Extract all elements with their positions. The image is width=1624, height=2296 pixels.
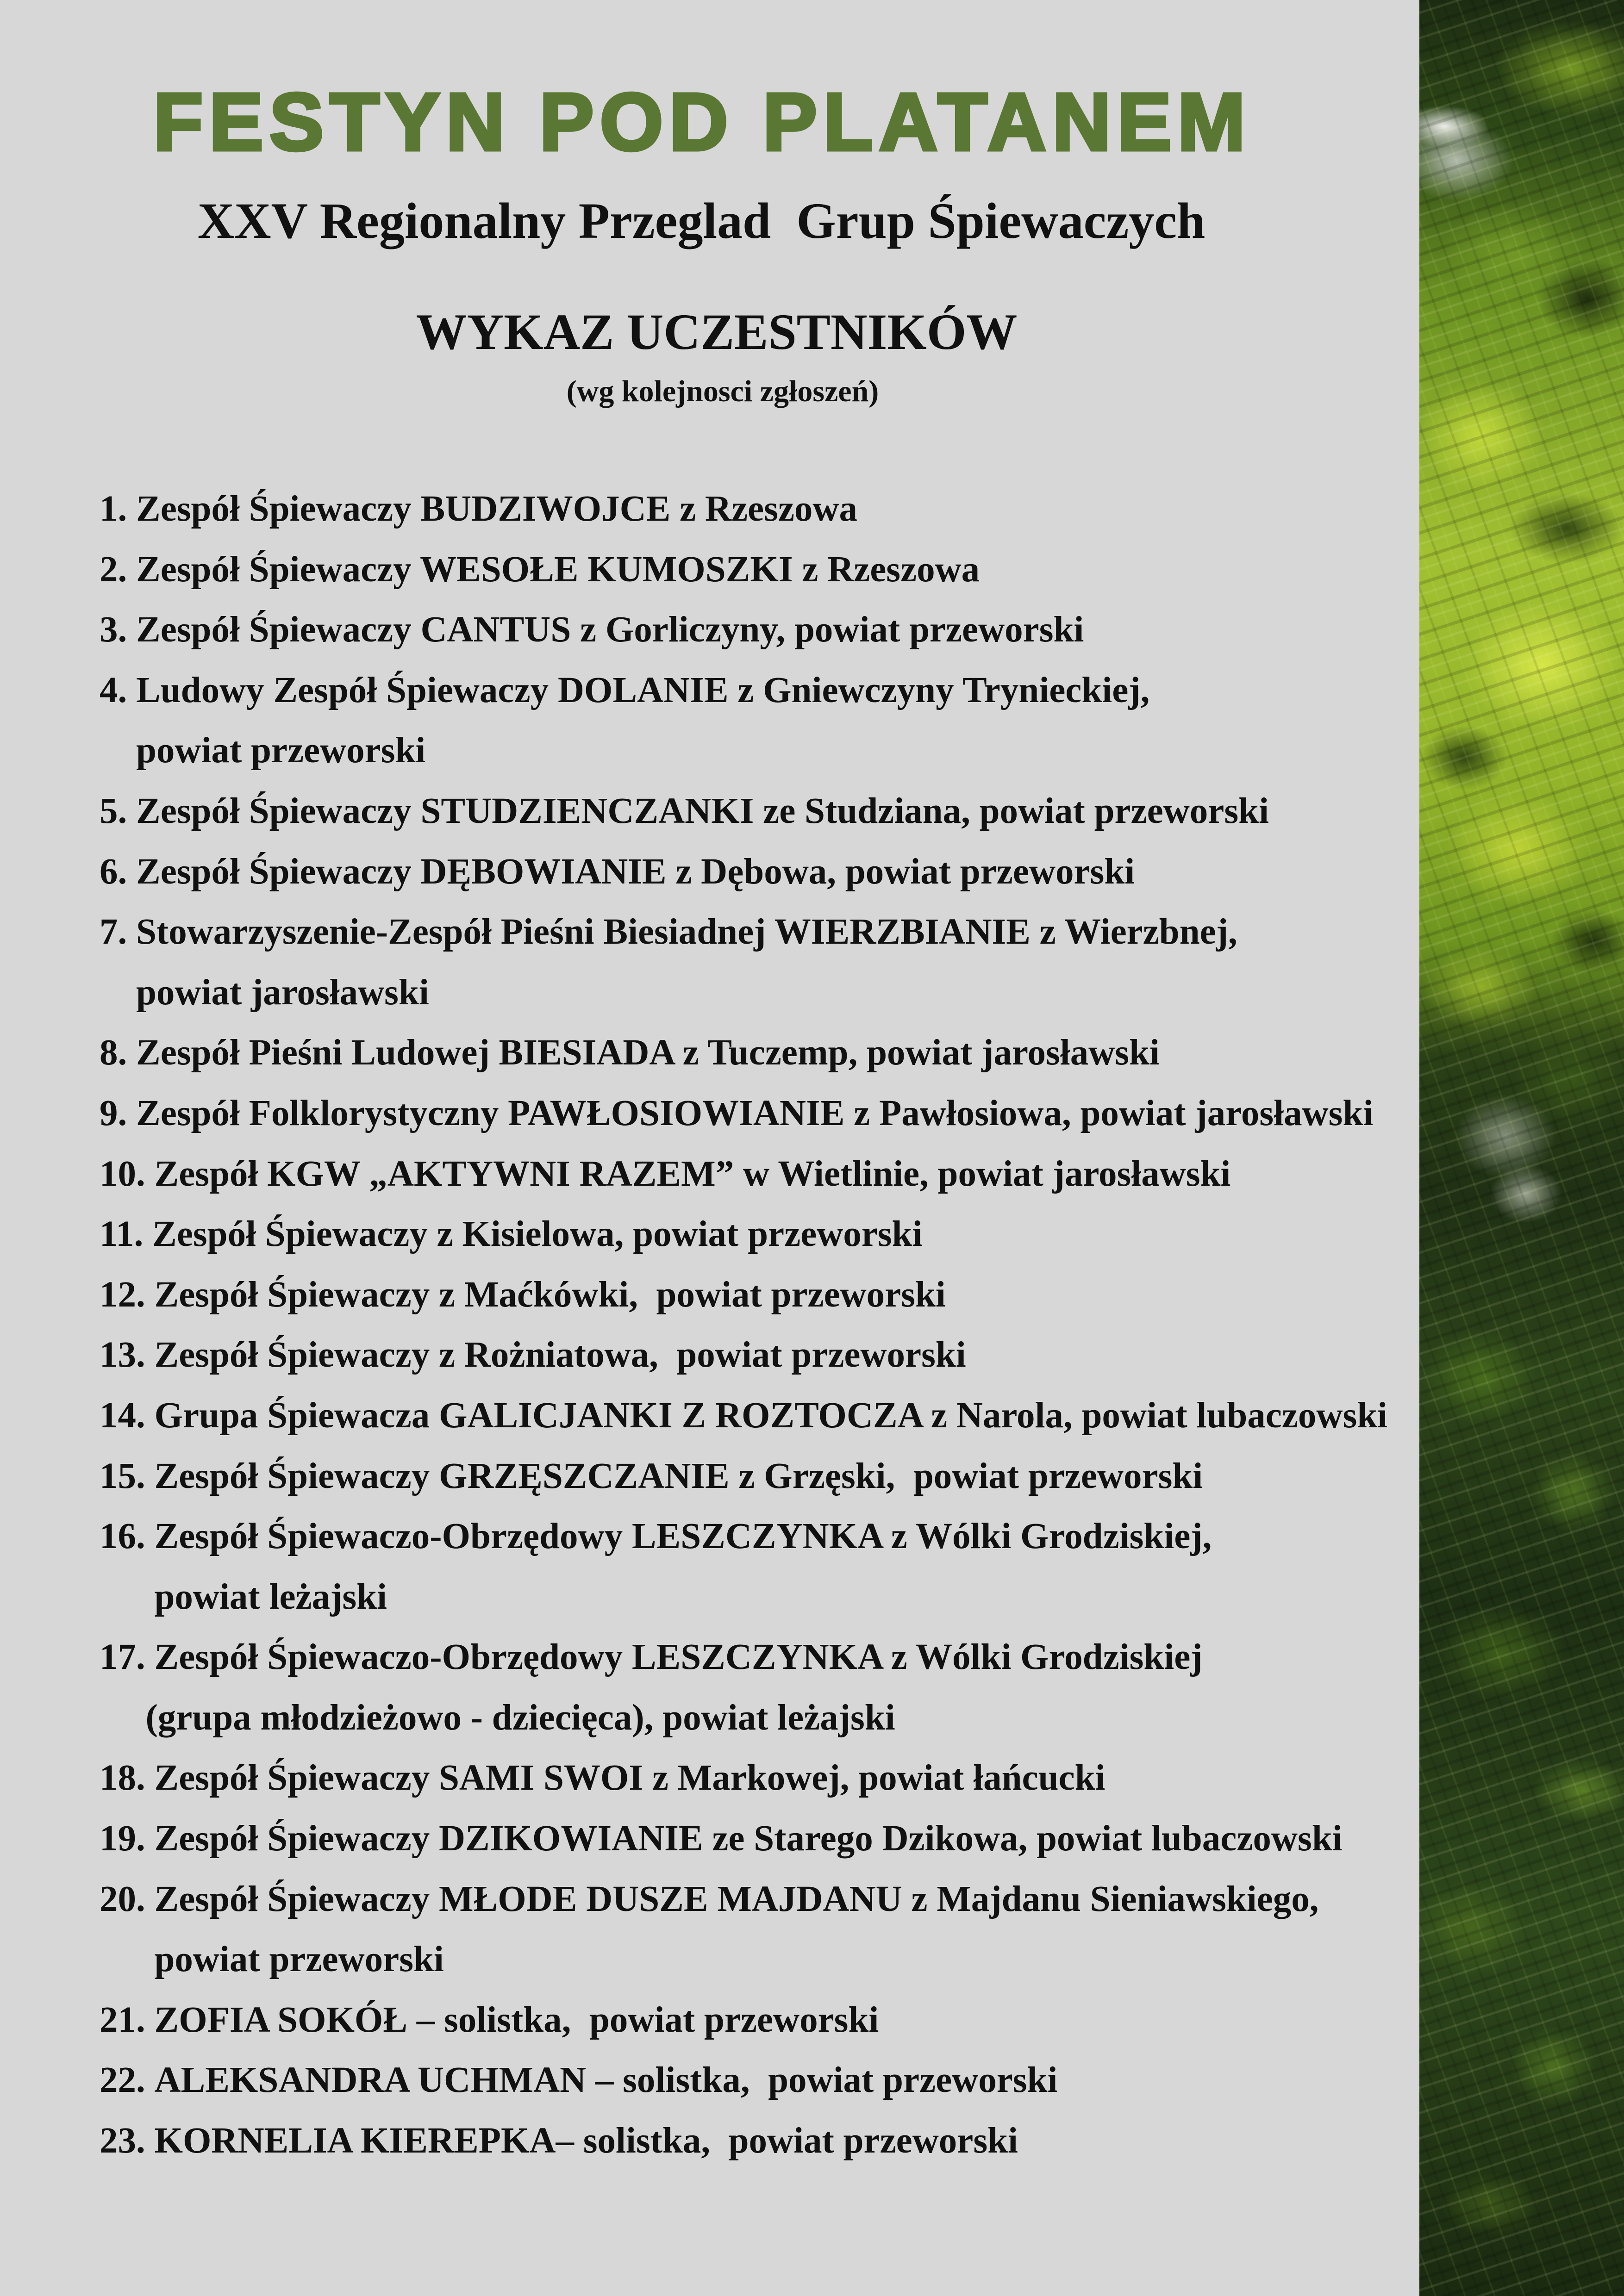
participant-line: Zespół Śpiewaczy BUDZIWOJCE z Rzeszowa <box>136 489 857 529</box>
participant-text <box>155 1990 879 2051</box>
participant-number: 21. <box>100 1999 145 2040</box>
participant-item <box>100 479 1387 540</box>
participant-item <box>100 600 1387 660</box>
participant-number: 9. <box>100 1093 127 1133</box>
participant-text <box>136 600 1084 660</box>
participant-line: powiat leżajski <box>154 1576 387 1617</box>
participant-line: Zespół Śpiewaczy z Kisielowa, powiat przeworski <box>152 1214 923 1255</box>
participant-text <box>155 1506 1212 1627</box>
participant-item <box>100 1325 1387 1386</box>
participant-item <box>100 902 1387 1023</box>
participant-item <box>100 2050 1387 2111</box>
participant-line: powiat jarosławski <box>136 972 429 1013</box>
participant-item <box>100 1204 1387 1265</box>
participant-line: powiat przeworski <box>136 730 426 771</box>
participant-number: 18. <box>100 1758 145 1798</box>
participant-text <box>155 1446 1203 1507</box>
participant-text <box>155 1748 1106 1809</box>
participant-number: 20. <box>100 1879 145 1919</box>
participant-line: Zespół Śpiewaczy STUDZIENCZANKI ze Studziana, powiat przeworski <box>136 790 1269 831</box>
participant-line: Zespół Śpiewaczy CANTUS z Gorliczyny, powiat przeworski <box>136 610 1084 650</box>
participant-number: 8. <box>100 1033 127 1073</box>
participant-item <box>100 660 1387 781</box>
participant-text <box>136 479 857 540</box>
participant-text <box>155 2111 1018 2172</box>
order-note: (wg kolejnosci zgłoszeń) <box>566 374 879 408</box>
participant-number: 1. <box>100 489 127 529</box>
event-subtitle: XXV Regionalny Przeglad Grup Śpiewaczych <box>197 193 1206 249</box>
participant-number: 4. <box>100 670 127 710</box>
participant-item <box>100 1627 1387 1748</box>
participant-number: 11. <box>100 1214 144 1255</box>
participant-item <box>100 1386 1387 1446</box>
participant-line: ZOFIA SOKÓŁ – solistka, powiat przeworski <box>154 1999 879 2040</box>
participant-line: Zespół Śpiewaczy z Rożniatowa, powiat przeworski <box>154 1335 966 1375</box>
participant-number: 23. <box>100 2121 145 2161</box>
participant-text <box>155 1809 1343 1869</box>
participant-number: 2. <box>100 549 127 590</box>
participant-line: Zespół Śpiewaczo-Obrzędowy LESZCZYNKA z Wólki Grodziskiej <box>154 1637 1203 1678</box>
participant-line: Zespół Folklorystyczny PAWŁOSIOWIANIE z Pawłosiowa, powiat jarosławski <box>136 1093 1374 1133</box>
participant-text <box>136 540 980 600</box>
participants-heading: WYKAZ UCZESTNIKÓW <box>416 304 1018 360</box>
participant-number: 6. <box>100 851 127 892</box>
participant-line: Grupa Śpiewacza GALICJANKI Z ROZTOCZA z Narola, powiat lubaczowski <box>154 1395 1388 1436</box>
participant-line: Zespół Śpiewaczy DĘBOWIANIE z Dębowa, powiat przeworski <box>136 851 1135 892</box>
participant-text <box>155 1265 946 1325</box>
participant-number: 7. <box>100 912 127 952</box>
participants-list <box>100 479 1387 2172</box>
participant-line: Zespół Śpiewaczy WESOŁE KUMOSZKI z Rzeszowa <box>136 549 980 590</box>
participant-text <box>136 660 1149 781</box>
participant-line: KORNELIA KIEREPKA– solistka, powiat przeworski <box>154 2121 1018 2161</box>
participant-line: Zespół Śpiewaczy DZIKOWIANIE ze Starego Dzikowa, powiat lubaczowski <box>154 1818 1343 1859</box>
participant-number: 3. <box>100 610 127 650</box>
participant-text <box>136 1083 1373 1144</box>
participant-text <box>136 842 1135 902</box>
participant-item <box>100 1083 1387 1144</box>
participant-text <box>155 1869 1319 1990</box>
participant-item <box>100 1990 1387 2051</box>
participant-line: (grupa młodzieżowo - dziecięca), powiat leżajski <box>145 1697 895 1738</box>
participant-line: Zespół Śpiewaczy SAMI SWOI z Markowej, powiat łańcucki <box>154 1758 1106 1798</box>
participant-item <box>100 2111 1387 2172</box>
participant-number: 14. <box>100 1395 145 1436</box>
participant-item <box>100 781 1387 842</box>
participant-item <box>100 1869 1387 1990</box>
participant-number: 15. <box>100 1456 145 1496</box>
participant-line: Stowarzyszenie-Zespół Pieśni Biesiadnej WIERZBIANIE z Wierzbnej, <box>136 912 1237 952</box>
participant-item <box>100 1265 1387 1325</box>
decorative-texture-strip <box>1419 0 1624 2296</box>
participant-text <box>136 781 1269 842</box>
participant-item <box>100 842 1387 902</box>
participant-item <box>100 1748 1387 1809</box>
participant-line: powiat przeworski <box>154 1939 444 1980</box>
participant-item <box>100 1023 1387 1083</box>
participant-line: Zespół Śpiewaczo-Obrzędowy LESZCZYNKA z Wólki Grodziskiej, <box>154 1516 1212 1557</box>
participant-line: ALEKSANDRA UCHMAN – solistka, powiat przeworski <box>154 2060 1058 2101</box>
participant-line: Zespół KGW „AKTYWNI RAZEM” w Wietlinie, powiat jarosławski <box>154 1153 1231 1194</box>
participant-line: Zespół Śpiewaczy GRZĘSZCZANIE z Grzęski, powiat przeworski <box>154 1456 1203 1496</box>
participant-text <box>136 1023 1160 1083</box>
participant-number: 12. <box>100 1274 145 1315</box>
participant-number: 22. <box>100 2060 145 2101</box>
participant-line: Zespół Śpiewaczy z Maćkówki, powiat przeworski <box>154 1274 946 1315</box>
participant-number: 10. <box>100 1153 145 1194</box>
participant-line: Zespół Śpiewaczy MŁODE DUSZE MAJDANU z Majdanu Sieniawskiego, <box>154 1879 1319 1919</box>
participant-text <box>155 2050 1058 2111</box>
participant-text <box>152 1204 922 1265</box>
participant-text <box>155 1325 966 1386</box>
participant-item <box>100 1446 1387 1507</box>
participant-item <box>100 1809 1387 1869</box>
participant-number: 5. <box>100 790 127 831</box>
poster-title: FESTYN POD PLATANEM <box>153 77 1252 168</box>
participant-line: Ludowy Zespół Śpiewaczy DOLANIE z Gniewczyny Trynieckiej, <box>136 670 1150 710</box>
participant-number: 17. <box>100 1637 145 1678</box>
participant-text <box>136 902 1237 1023</box>
participant-text <box>155 1386 1388 1446</box>
participant-number: 16. <box>100 1516 145 1557</box>
participant-number: 19. <box>100 1818 145 1859</box>
participant-number: 13. <box>100 1335 145 1375</box>
participant-item <box>100 540 1387 600</box>
participant-line: Zespół Pieśni Ludowej BIESIADA z Tuczemp, powiat jarosławski <box>136 1033 1160 1073</box>
participant-text <box>155 1144 1231 1205</box>
participant-item <box>100 1506 1387 1627</box>
participant-text <box>145 1627 1203 1748</box>
participant-item <box>100 1144 1387 1205</box>
